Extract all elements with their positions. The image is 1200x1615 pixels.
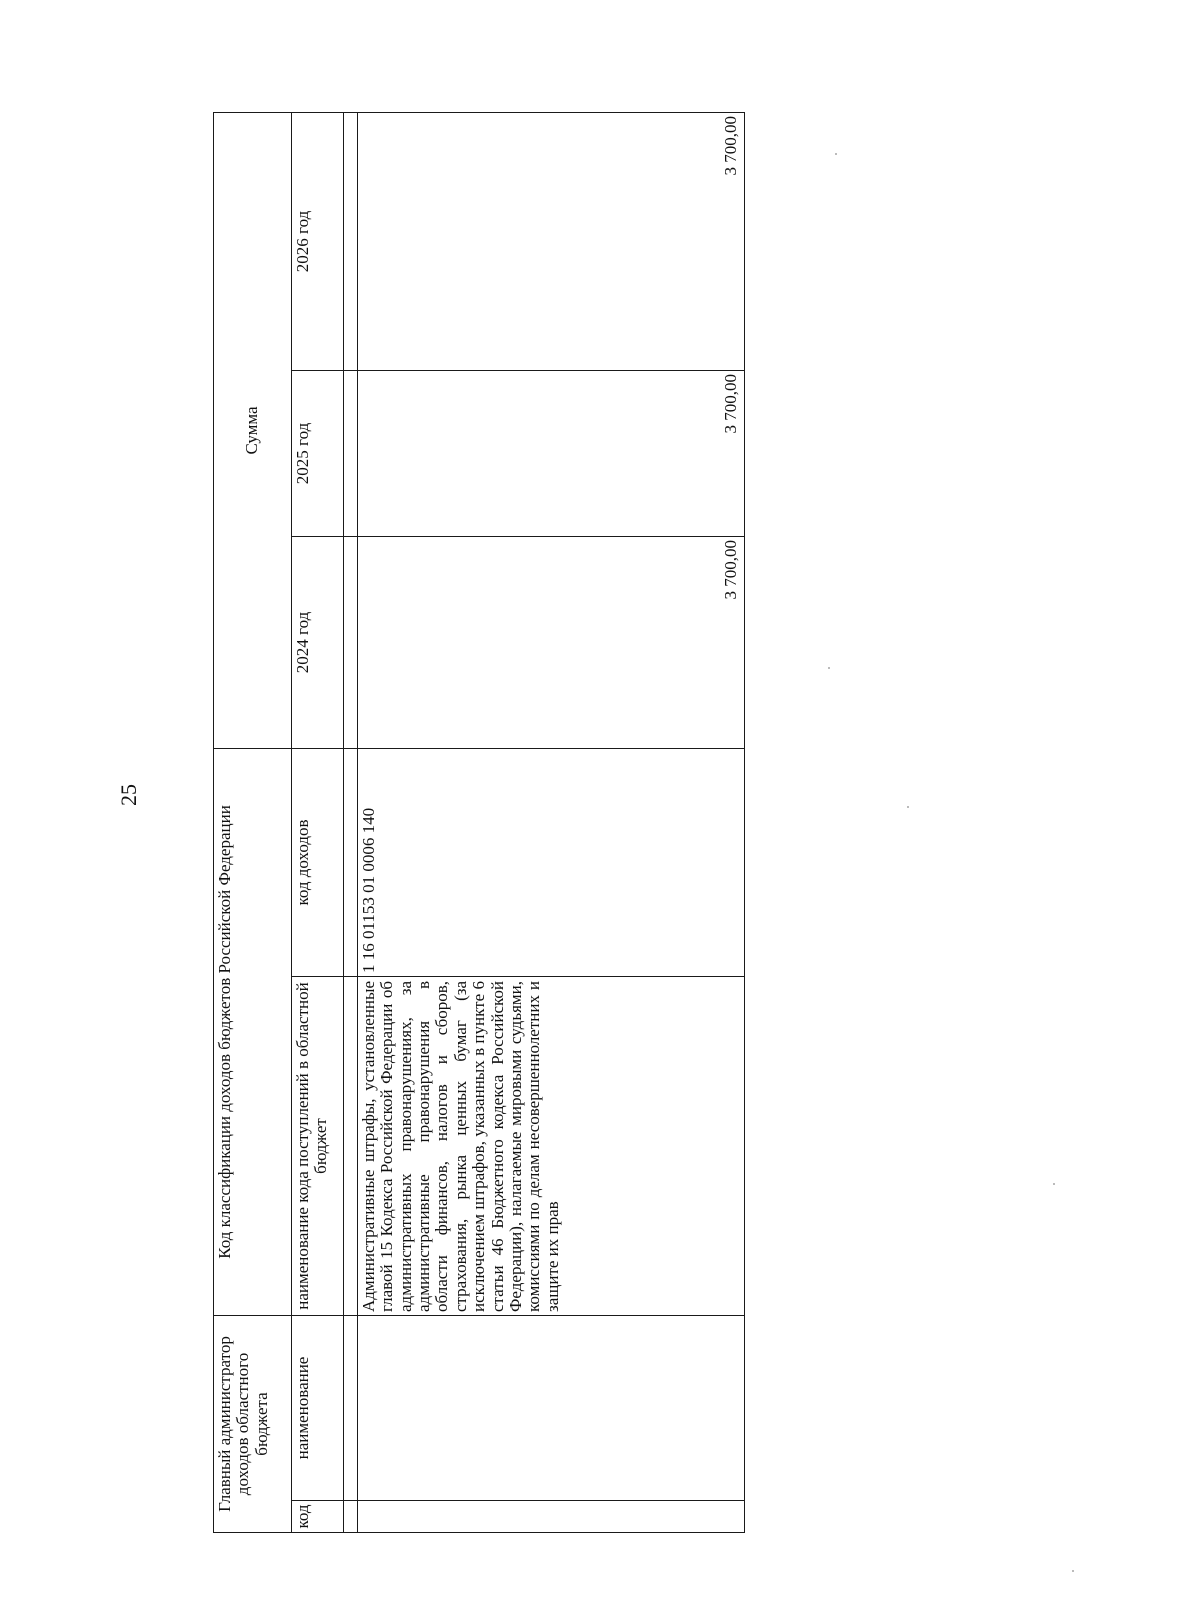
row-admin-code bbox=[358, 1501, 745, 1533]
row-admin-name bbox=[358, 1316, 745, 1501]
page-number: 25 bbox=[116, 784, 141, 806]
rotated-table-wrapper bbox=[213, 113, 745, 1533]
row-amount-2024: 3 700,00 bbox=[358, 536, 745, 748]
scan-speck bbox=[1072, 1570, 1074, 1572]
spacer-cell bbox=[344, 370, 358, 536]
header-classification-group: Код классификации доходов бюджетов Российской Федерации bbox=[214, 748, 292, 1315]
spacer-cell bbox=[344, 1501, 358, 1533]
header-year-2026: 2026 год bbox=[292, 112, 344, 370]
spacer-cell bbox=[344, 536, 358, 748]
header-admin-name: наименование bbox=[292, 1316, 344, 1501]
header-admin-code: код bbox=[292, 1501, 344, 1533]
row-amount-2026: 3 700,00 bbox=[358, 112, 745, 370]
spacer-cell bbox=[344, 977, 358, 1316]
header-sum-group: Сумма bbox=[214, 112, 292, 748]
spacer-cell bbox=[344, 1316, 358, 1501]
header-year-2025: 2025 год bbox=[292, 370, 344, 536]
header-admin-group: Главный администратор доходов областного бюджета bbox=[214, 1316, 292, 1533]
header-class-name: наименование кода поступлений в областной бюджет bbox=[292, 977, 344, 1316]
row-income-code: 1 16 01153 01 0006 140 bbox=[358, 748, 745, 976]
scan-speck bbox=[828, 667, 830, 669]
scan-speck bbox=[907, 806, 909, 808]
header-year-2024: 2024 год bbox=[292, 536, 344, 748]
revenue-table bbox=[213, 112, 745, 1533]
header-class-code: код доходов bbox=[292, 748, 344, 976]
spacer-cell bbox=[344, 112, 358, 370]
row-description: Административные штрафы, установленные главой 15 Кодекса Российской Федерации об административных правонарушениях, за административные правонарушения в области финансов, налогов и сборов, страхования, рынка ценных бумаг (за исключением штрафов, указанных в пункте 6 статьи 46 Бюджетного кодекса Российской Федерации), налагаемые мировыми судьями, комиссиями по делам несовершеннолетних и защите их прав bbox=[358, 977, 745, 1316]
spacer-cell bbox=[344, 748, 358, 976]
scan-speck bbox=[1053, 1183, 1055, 1185]
scan-speck bbox=[835, 153, 837, 155]
row-amount-2025: 3 700,00 bbox=[358, 370, 745, 536]
